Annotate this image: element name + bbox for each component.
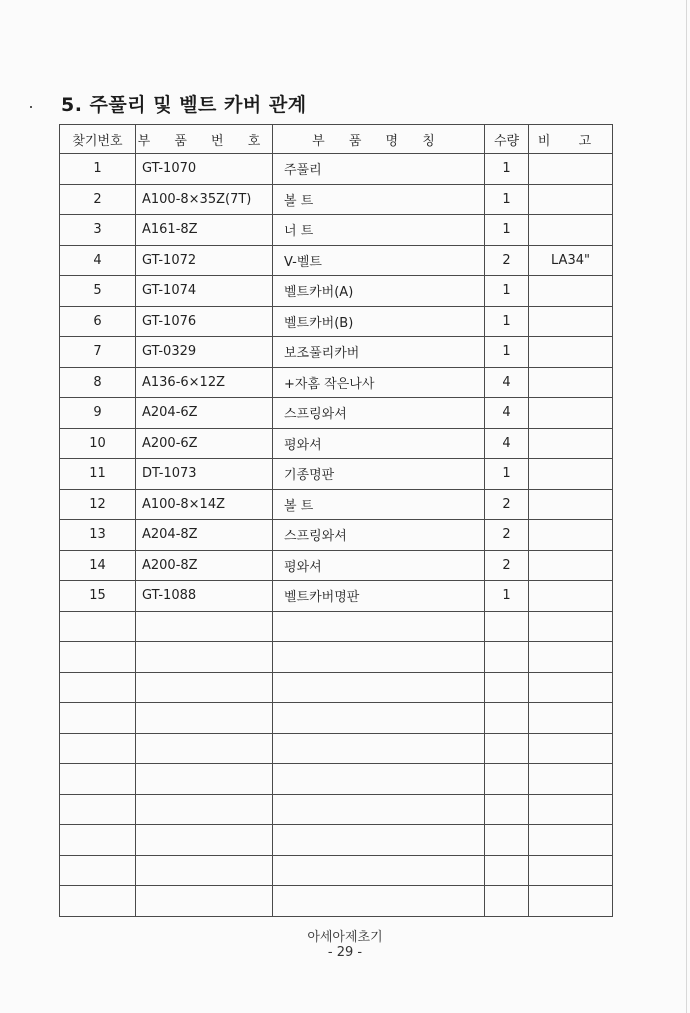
page-edge xyxy=(686,0,687,1013)
header-remarks: 비 고 xyxy=(529,125,613,154)
cell-quantity: 2 xyxy=(485,489,529,520)
empty-cell xyxy=(485,672,529,703)
empty-cell xyxy=(529,733,613,764)
empty-cell xyxy=(60,733,136,764)
cell-part-number: GT-1088 xyxy=(136,581,273,612)
table-row xyxy=(60,215,613,246)
table-row xyxy=(60,276,613,307)
empty-cell xyxy=(136,794,273,825)
empty-cell xyxy=(136,886,273,917)
cell-ref-number: 5 xyxy=(60,276,136,307)
empty-cell xyxy=(60,764,136,795)
empty-cell xyxy=(529,672,613,703)
cell-part-name: 평와셔 xyxy=(273,428,485,459)
empty-cell xyxy=(529,855,613,886)
empty-cell xyxy=(529,764,613,795)
cell-quantity: 4 xyxy=(485,428,529,459)
cell-part-name: 기종명판 xyxy=(273,459,485,490)
cell-quantity: 1 xyxy=(485,276,529,307)
cell-part-name: +자홈 작은나사 xyxy=(273,367,485,398)
cell-ref-number: 1 xyxy=(60,154,136,185)
cell-ref-number: 9 xyxy=(60,398,136,429)
empty-cell xyxy=(485,764,529,795)
header-quantity: 수량 xyxy=(485,125,529,154)
empty-cell xyxy=(60,855,136,886)
cell-ref-number: 13 xyxy=(60,520,136,551)
table-row xyxy=(60,520,613,551)
empty-table-row xyxy=(60,886,613,917)
table-row xyxy=(60,184,613,215)
empty-cell xyxy=(485,794,529,825)
empty-cell xyxy=(485,886,529,917)
empty-cell xyxy=(60,794,136,825)
empty-cell xyxy=(529,794,613,825)
cell-ref-number: 12 xyxy=(60,489,136,520)
cell-part-number: GT-1072 xyxy=(136,245,273,276)
empty-cell xyxy=(136,825,273,856)
cell-remarks xyxy=(529,550,613,581)
cell-part-name: 보조풀리카버 xyxy=(273,337,485,368)
empty-table-row xyxy=(60,764,613,795)
empty-cell xyxy=(136,855,273,886)
table-row xyxy=(60,398,613,429)
empty-cell xyxy=(136,703,273,734)
table-row xyxy=(60,337,613,368)
cell-remarks xyxy=(529,337,613,368)
cell-part-number: A200-6Z xyxy=(136,428,273,459)
cell-part-name: 벨트카버(A) xyxy=(273,276,485,307)
empty-table-row xyxy=(60,794,613,825)
empty-cell xyxy=(485,825,529,856)
header-part-number: 부 품 번 호 xyxy=(136,125,273,154)
cell-remarks xyxy=(529,367,613,398)
table-row xyxy=(60,550,613,581)
table-row xyxy=(60,428,613,459)
table-row xyxy=(60,489,613,520)
cell-ref-number: 11 xyxy=(60,459,136,490)
cell-part-number: GT-1074 xyxy=(136,276,273,307)
cell-quantity: 4 xyxy=(485,398,529,429)
empty-cell xyxy=(485,733,529,764)
empty-cell xyxy=(273,855,485,886)
cell-ref-number: 14 xyxy=(60,550,136,581)
cell-quantity: 4 xyxy=(485,367,529,398)
empty-table-row xyxy=(60,825,613,856)
cell-part-name: 스프링와셔 xyxy=(273,398,485,429)
table-row xyxy=(60,367,613,398)
header-ref-number: 찾기번호 xyxy=(60,125,136,154)
cell-part-number: DT-1073 xyxy=(136,459,273,490)
empty-cell xyxy=(485,703,529,734)
empty-cell xyxy=(273,886,485,917)
cell-part-number: A100-8×14Z xyxy=(136,489,273,520)
empty-table-row xyxy=(60,703,613,734)
table-header-row xyxy=(60,125,613,154)
empty-cell xyxy=(60,642,136,673)
cell-part-name: 스프링와셔 xyxy=(273,520,485,551)
cell-quantity: 2 xyxy=(485,520,529,551)
empty-cell xyxy=(60,672,136,703)
empty-table-row xyxy=(60,733,613,764)
cell-ref-number: 6 xyxy=(60,306,136,337)
cell-part-number: GT-1076 xyxy=(136,306,273,337)
header-part-name: 부 품 명 칭 xyxy=(273,125,485,154)
empty-table-row xyxy=(60,672,613,703)
cell-ref-number: 15 xyxy=(60,581,136,612)
empty-cell xyxy=(136,733,273,764)
cell-ref-number: 3 xyxy=(60,215,136,246)
cell-part-name: 평와셔 xyxy=(273,550,485,581)
empty-cell xyxy=(273,825,485,856)
empty-cell xyxy=(273,703,485,734)
empty-cell xyxy=(273,672,485,703)
cell-part-name: 볼 트 xyxy=(273,489,485,520)
cell-part-number: GT-1070 xyxy=(136,154,273,185)
empty-cell xyxy=(273,794,485,825)
footer-manufacturer: 아세아제초기 xyxy=(307,930,383,945)
cell-part-name: 벨트카버명판 xyxy=(273,581,485,612)
cell-part-number: A200-8Z xyxy=(136,550,273,581)
cell-remarks: LA34" xyxy=(529,245,613,276)
cell-remarks xyxy=(529,276,613,307)
cell-part-number: GT-0329 xyxy=(136,337,273,368)
cell-remarks xyxy=(529,489,613,520)
cell-part-number: A100-8×35Z(7T) xyxy=(136,184,273,215)
cell-ref-number: 10 xyxy=(60,428,136,459)
empty-cell xyxy=(136,672,273,703)
empty-cell xyxy=(273,764,485,795)
table-row xyxy=(60,245,613,276)
cell-remarks xyxy=(529,581,613,612)
section-title: 5. 주풀리 및 벨트 카버 관계 xyxy=(61,94,307,116)
empty-cell xyxy=(60,886,136,917)
empty-cell xyxy=(136,764,273,795)
scan-speck xyxy=(30,106,32,108)
cell-remarks xyxy=(529,398,613,429)
empty-table-row xyxy=(60,642,613,673)
empty-cell xyxy=(485,855,529,886)
empty-cell xyxy=(60,703,136,734)
empty-cell xyxy=(60,825,136,856)
cell-ref-number: 2 xyxy=(60,184,136,215)
cell-quantity: 1 xyxy=(485,337,529,368)
empty-cell xyxy=(273,611,485,642)
cell-part-number: A204-6Z xyxy=(136,398,273,429)
empty-cell xyxy=(529,642,613,673)
cell-quantity: 1 xyxy=(485,306,529,337)
empty-cell xyxy=(136,611,273,642)
cell-part-name: 벨트카버(B) xyxy=(273,306,485,337)
cell-remarks xyxy=(529,154,613,185)
cell-remarks xyxy=(529,459,613,490)
cell-quantity: 1 xyxy=(485,459,529,490)
parts-table-body xyxy=(60,154,613,917)
table-row xyxy=(60,459,613,490)
table-row xyxy=(60,581,613,612)
cell-part-name: 너 트 xyxy=(273,215,485,246)
empty-cell xyxy=(60,611,136,642)
empty-cell xyxy=(136,642,273,673)
cell-remarks xyxy=(529,215,613,246)
empty-table-row xyxy=(60,855,613,886)
cell-remarks xyxy=(529,306,613,337)
cell-quantity: 1 xyxy=(485,581,529,612)
empty-cell xyxy=(485,611,529,642)
empty-cell xyxy=(529,611,613,642)
cell-part-number: A161-8Z xyxy=(136,215,273,246)
table-row xyxy=(60,154,613,185)
empty-cell xyxy=(529,703,613,734)
empty-cell xyxy=(273,642,485,673)
empty-table-row xyxy=(60,611,613,642)
cell-ref-number: 7 xyxy=(60,337,136,368)
cell-quantity: 1 xyxy=(485,154,529,185)
empty-cell xyxy=(529,886,613,917)
cell-part-name: 주풀리 xyxy=(273,154,485,185)
cell-part-number: A136-6×12Z xyxy=(136,367,273,398)
cell-ref-number: 8 xyxy=(60,367,136,398)
cell-remarks xyxy=(529,520,613,551)
cell-remarks xyxy=(529,428,613,459)
cell-ref-number: 4 xyxy=(60,245,136,276)
empty-cell xyxy=(485,642,529,673)
cell-part-name: V-벨트 xyxy=(273,245,485,276)
parts-table xyxy=(59,124,613,917)
cell-part-number: A204-8Z xyxy=(136,520,273,551)
page-number: - 29 - xyxy=(327,945,363,960)
cell-quantity: 1 xyxy=(485,184,529,215)
empty-cell xyxy=(529,825,613,856)
cell-remarks xyxy=(529,184,613,215)
cell-quantity: 2 xyxy=(485,550,529,581)
cell-part-name: 볼 트 xyxy=(273,184,485,215)
cell-quantity: 2 xyxy=(485,245,529,276)
empty-cell xyxy=(273,733,485,764)
table-row xyxy=(60,306,613,337)
cell-quantity: 1 xyxy=(485,215,529,246)
